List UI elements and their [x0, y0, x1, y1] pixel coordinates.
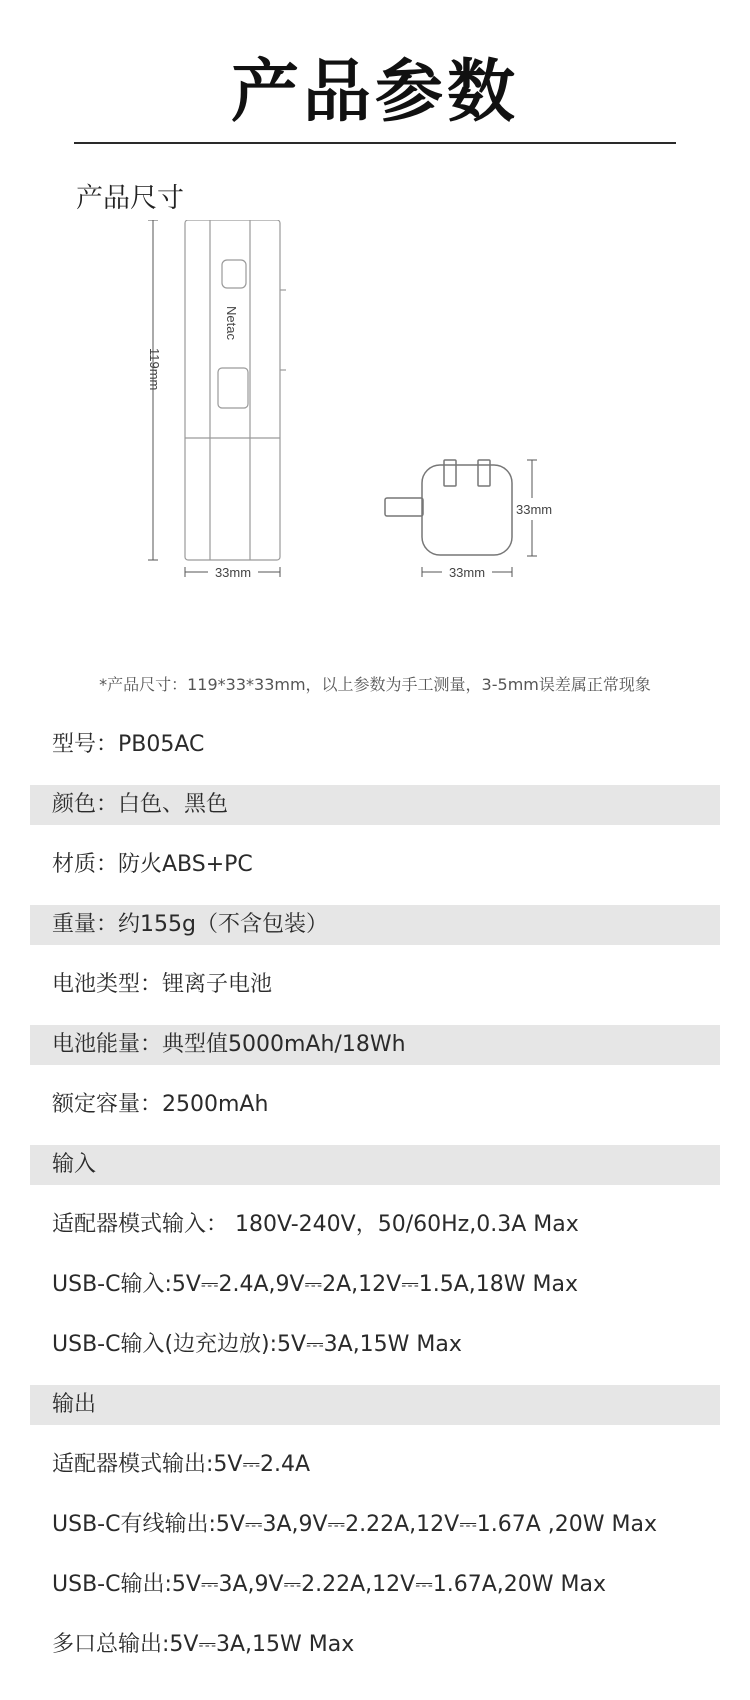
plug-prong [385, 498, 423, 516]
size-section-label: 产品尺寸 [76, 183, 184, 214]
dimension-footnote: *产品尺寸：119*33*33mm，以上参数为手工测量，3-5mm误差属正常现象 [99, 675, 651, 694]
spec-list [30, 725, 720, 1685]
spec-row: 额定容量：2500mAh [52, 1092, 269, 1117]
button-icon [222, 260, 246, 288]
spec-row: USB-C输入:5V⎓2.4A,9V⎓2A,12V⎓1.5A,18W Max [52, 1272, 579, 1297]
spec-row: USB-C有线输出:5V⎓3A,9V⎓2.22A,12V⎓1.67A ,20W Max [52, 1512, 657, 1537]
display-icon [218, 368, 248, 408]
spec-row: 材质：防火ABS+PC [52, 852, 253, 877]
side-view-outline [422, 465, 512, 555]
spec-row: 型号：PB05AC [52, 732, 205, 757]
height-dimension-label: 119mm [147, 348, 162, 391]
spec-row: 适配器模式输入： 180V-240V，50/60Hz,0.3A Max [52, 1212, 579, 1237]
spec-row: USB-C输入(边充边放):5V⎓3A,15W Max [52, 1332, 462, 1357]
spec-row: 重量：约155g（不含包装） [30, 905, 720, 945]
brand-logo: Netac [224, 306, 239, 340]
front-view-outline [185, 220, 280, 560]
spec-row: USB-C输出:5V⎓3A,9V⎓2.22A,12V⎓1.67A,20W Max [52, 1572, 606, 1597]
spec-row: 输出 [30, 1385, 720, 1425]
page-title: 产品参数 [230, 53, 519, 132]
spec-row: 适配器模式输出:5V⎓2.4A [52, 1452, 311, 1477]
spec-row: 颜色：白色、黑色 [30, 785, 720, 825]
title-divider [74, 142, 676, 144]
front-view [185, 220, 286, 560]
front-width-label: 33mm [214, 565, 252, 580]
side-width-label: 33mm [448, 565, 486, 580]
side-height-label: 33mm [516, 502, 553, 517]
side-view [385, 460, 512, 555]
spec-row: 多口总输出:5V⎓3A,15W Max [52, 1632, 355, 1657]
spec-row: 电池能量：典型值5000mAh/18Wh [30, 1025, 720, 1065]
product-dimension-diagram [140, 220, 660, 640]
spec-row: 电池类型：锂离子电池 [52, 972, 273, 997]
spec-row: 输入 [30, 1145, 720, 1185]
